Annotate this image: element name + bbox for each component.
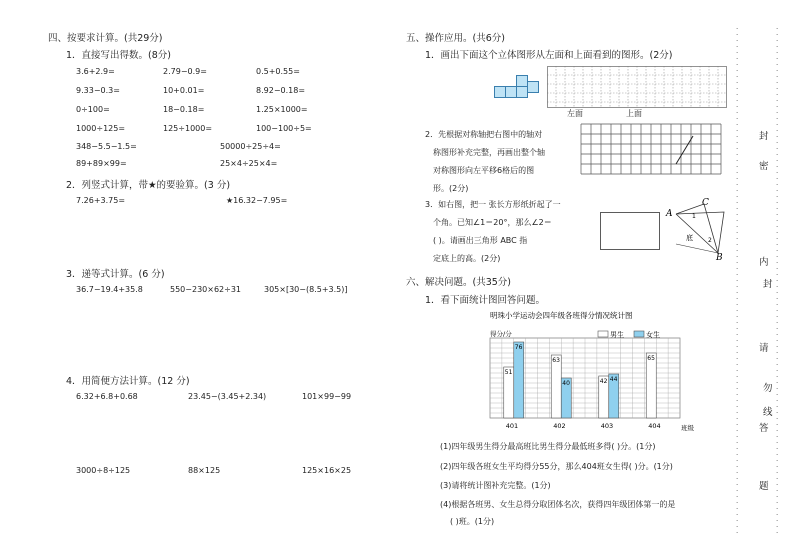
calc-item: 3000÷8÷125 <box>76 466 131 475</box>
calc-item: 25×4÷25×4= <box>220 159 278 168</box>
section4-title: 四、按要求计算。(共29分) <box>48 33 163 44</box>
calc-item: 10+0.01= <box>163 86 205 95</box>
cube-figure <box>494 72 542 102</box>
calc-item: 0÷100= <box>76 105 110 114</box>
x-tick-label: 402 <box>553 422 566 430</box>
binding-char: 勿 <box>763 383 773 394</box>
q6-1-3: (3)请将统计图补充完整。(1分) <box>440 481 551 490</box>
calc-item: 8.92−0.18= <box>256 86 306 95</box>
folded-corner-figure <box>664 196 730 262</box>
q5-3-text: 3．如右图，把一 张长方形纸折起了一 个角。已知∠1＝20°，那么∠2＝ ( )。请画出三角形 ABC 指 定底上的高。(2分) <box>425 200 561 263</box>
bar-girls <box>514 342 524 418</box>
top-view-label: 上面 <box>626 109 642 118</box>
binding-char: 封 <box>759 131 769 142</box>
x-tick-label: 404 <box>648 422 661 430</box>
legend-label: 女生 <box>646 331 660 339</box>
q4-1-title: 1．直接写出得数。(8分) <box>66 50 172 61</box>
calc-item: 1.25×1000= <box>256 105 308 114</box>
q5-1-text: 1．画出下面这个立体图形从左面和上面看到的图形。(2分) <box>425 50 673 61</box>
calc-item: 348−5.5−1.5= <box>76 142 137 151</box>
bar-boys <box>646 353 656 418</box>
calc-item: 18−0.18= <box>163 105 205 114</box>
section6-title: 六、解决问题。(共35分) <box>406 277 512 288</box>
calc-item: 125÷1000= <box>163 124 213 133</box>
bar-value-label: 65 <box>647 355 655 362</box>
q6-1-1: (1)四年级男生得分最高班比男生得分最低班多得( )分。(1分) <box>440 442 656 451</box>
q4-2-title: 2．列竖式计算，带★的要验算。(3 分) <box>66 180 231 191</box>
section5-title: 五、操作应用。(共6分) <box>406 33 505 44</box>
q6-1-4: (4)根据各班男、女生总得分取团体名次，获得四年级团体第一的是 <box>440 500 676 509</box>
calc-item: 125×16×25 <box>302 466 352 475</box>
calc-item: 89+89×99= <box>76 159 127 168</box>
legend-swatch <box>598 331 608 337</box>
legend-swatch <box>634 331 644 337</box>
binding-char: 请 <box>759 343 769 354</box>
binding-char: 线 <box>763 407 773 418</box>
binding-char: 题 <box>759 481 769 492</box>
chart-title: 明珠小学运动会四年级各班得分情况统计图 <box>490 311 633 320</box>
symmetry-grid <box>579 122 727 192</box>
bar-value-label: 44 <box>609 376 618 383</box>
bar-value-label: 42 <box>599 378 608 385</box>
binding-char: 答 <box>759 423 769 434</box>
x-tick-label: 403 <box>600 422 614 430</box>
calc-item: 1000÷125= <box>76 124 126 133</box>
angle-1-label: 1 <box>692 213 696 220</box>
bar-value-label: 63 <box>552 357 560 364</box>
calc-item: 9.33−0.3= <box>76 86 120 95</box>
calc-item: 6.32+6.8+0.68 <box>76 392 138 401</box>
calc-item: 88×125 <box>188 466 221 475</box>
x-tick-label: 401 <box>505 422 519 430</box>
label-C: C <box>702 198 709 208</box>
binding-char: 内 <box>759 257 769 268</box>
q6-1-2: (2)四年级各班女生平均得分55分，那么404班女生得( )分。(1分) <box>440 462 673 471</box>
q6-1-4b: ( )班。(1分) <box>450 517 495 526</box>
label-A: A <box>666 209 673 219</box>
bar-boys <box>551 355 561 418</box>
base-label: 底 <box>686 234 693 242</box>
calc-item: 2.79−0.9= <box>163 67 207 76</box>
label-B: B <box>716 253 723 262</box>
bar-value-label: 51 <box>504 369 513 376</box>
binding-char: 封 <box>763 279 773 290</box>
calc-item: 305×[30−(8.5+3.5)] <box>264 285 348 294</box>
calc-item: 3.6+2.9= <box>76 67 115 76</box>
x-axis-label: 班级 <box>681 424 694 432</box>
calc-item: 23.45−(3.45+2.34) <box>188 392 267 401</box>
angle-2-label: 2 <box>708 237 712 244</box>
q6-1-title: 1．看下面统计图回答问题。 <box>425 295 546 306</box>
calc-item: 7.26+3.75= <box>76 196 126 205</box>
bar-value-label: 40 <box>562 380 570 387</box>
binding-char: 密 <box>759 161 769 172</box>
bar-value-label: 76 <box>514 344 523 351</box>
calc-item: 36.7−19.4+35.8 <box>76 285 143 294</box>
calc-item: 550−230×62÷31 <box>170 285 242 294</box>
view-drawing-grid <box>547 66 727 108</box>
binding-dots-left: · · · · · · · · · · · · · · · · · · · · · · · · · · · · · · · · · · · · · · · · · · · · · · · · · · · · · · · · · · · · · · · · · · · · · · · · · · · · · · · · · · · · · <box>736 25 739 537</box>
calc-item: 50000÷25÷4= <box>220 142 281 151</box>
q4-3-title: 3．递等式计算。(6 分) <box>66 269 165 280</box>
calc-item: 100−100÷5= <box>256 124 312 133</box>
binding-dots-right: · · · · · · · · · · · · · · · · · · · · · · · · · · · · · · · · · · · · · · · · · · · · · · · · · · · · · · · · · · · · · · · · · · · · · · · · · · · · · · · · · · · · · <box>776 25 779 537</box>
bar-chart <box>480 308 715 438</box>
left-view-label: 左面 <box>567 109 583 118</box>
calc-item: 101×99−99 <box>302 392 352 401</box>
legend-label: 男生 <box>610 331 624 339</box>
calc-item: 0.5+0.55= <box>256 67 300 76</box>
q4-4-title: 4．用简便方法计算。(12 分) <box>66 376 190 387</box>
q5-2-text: 2．先根据对称轴把右图中的轴对 称图形补充完整，再画出整个轴 对称图形向左平移6格后的图 形。(2分) <box>425 130 545 193</box>
y-axis-label: 得分/分 <box>490 330 512 338</box>
paper-rectangle <box>600 212 660 250</box>
calc-item: ★16.32−7.95= <box>226 196 288 205</box>
